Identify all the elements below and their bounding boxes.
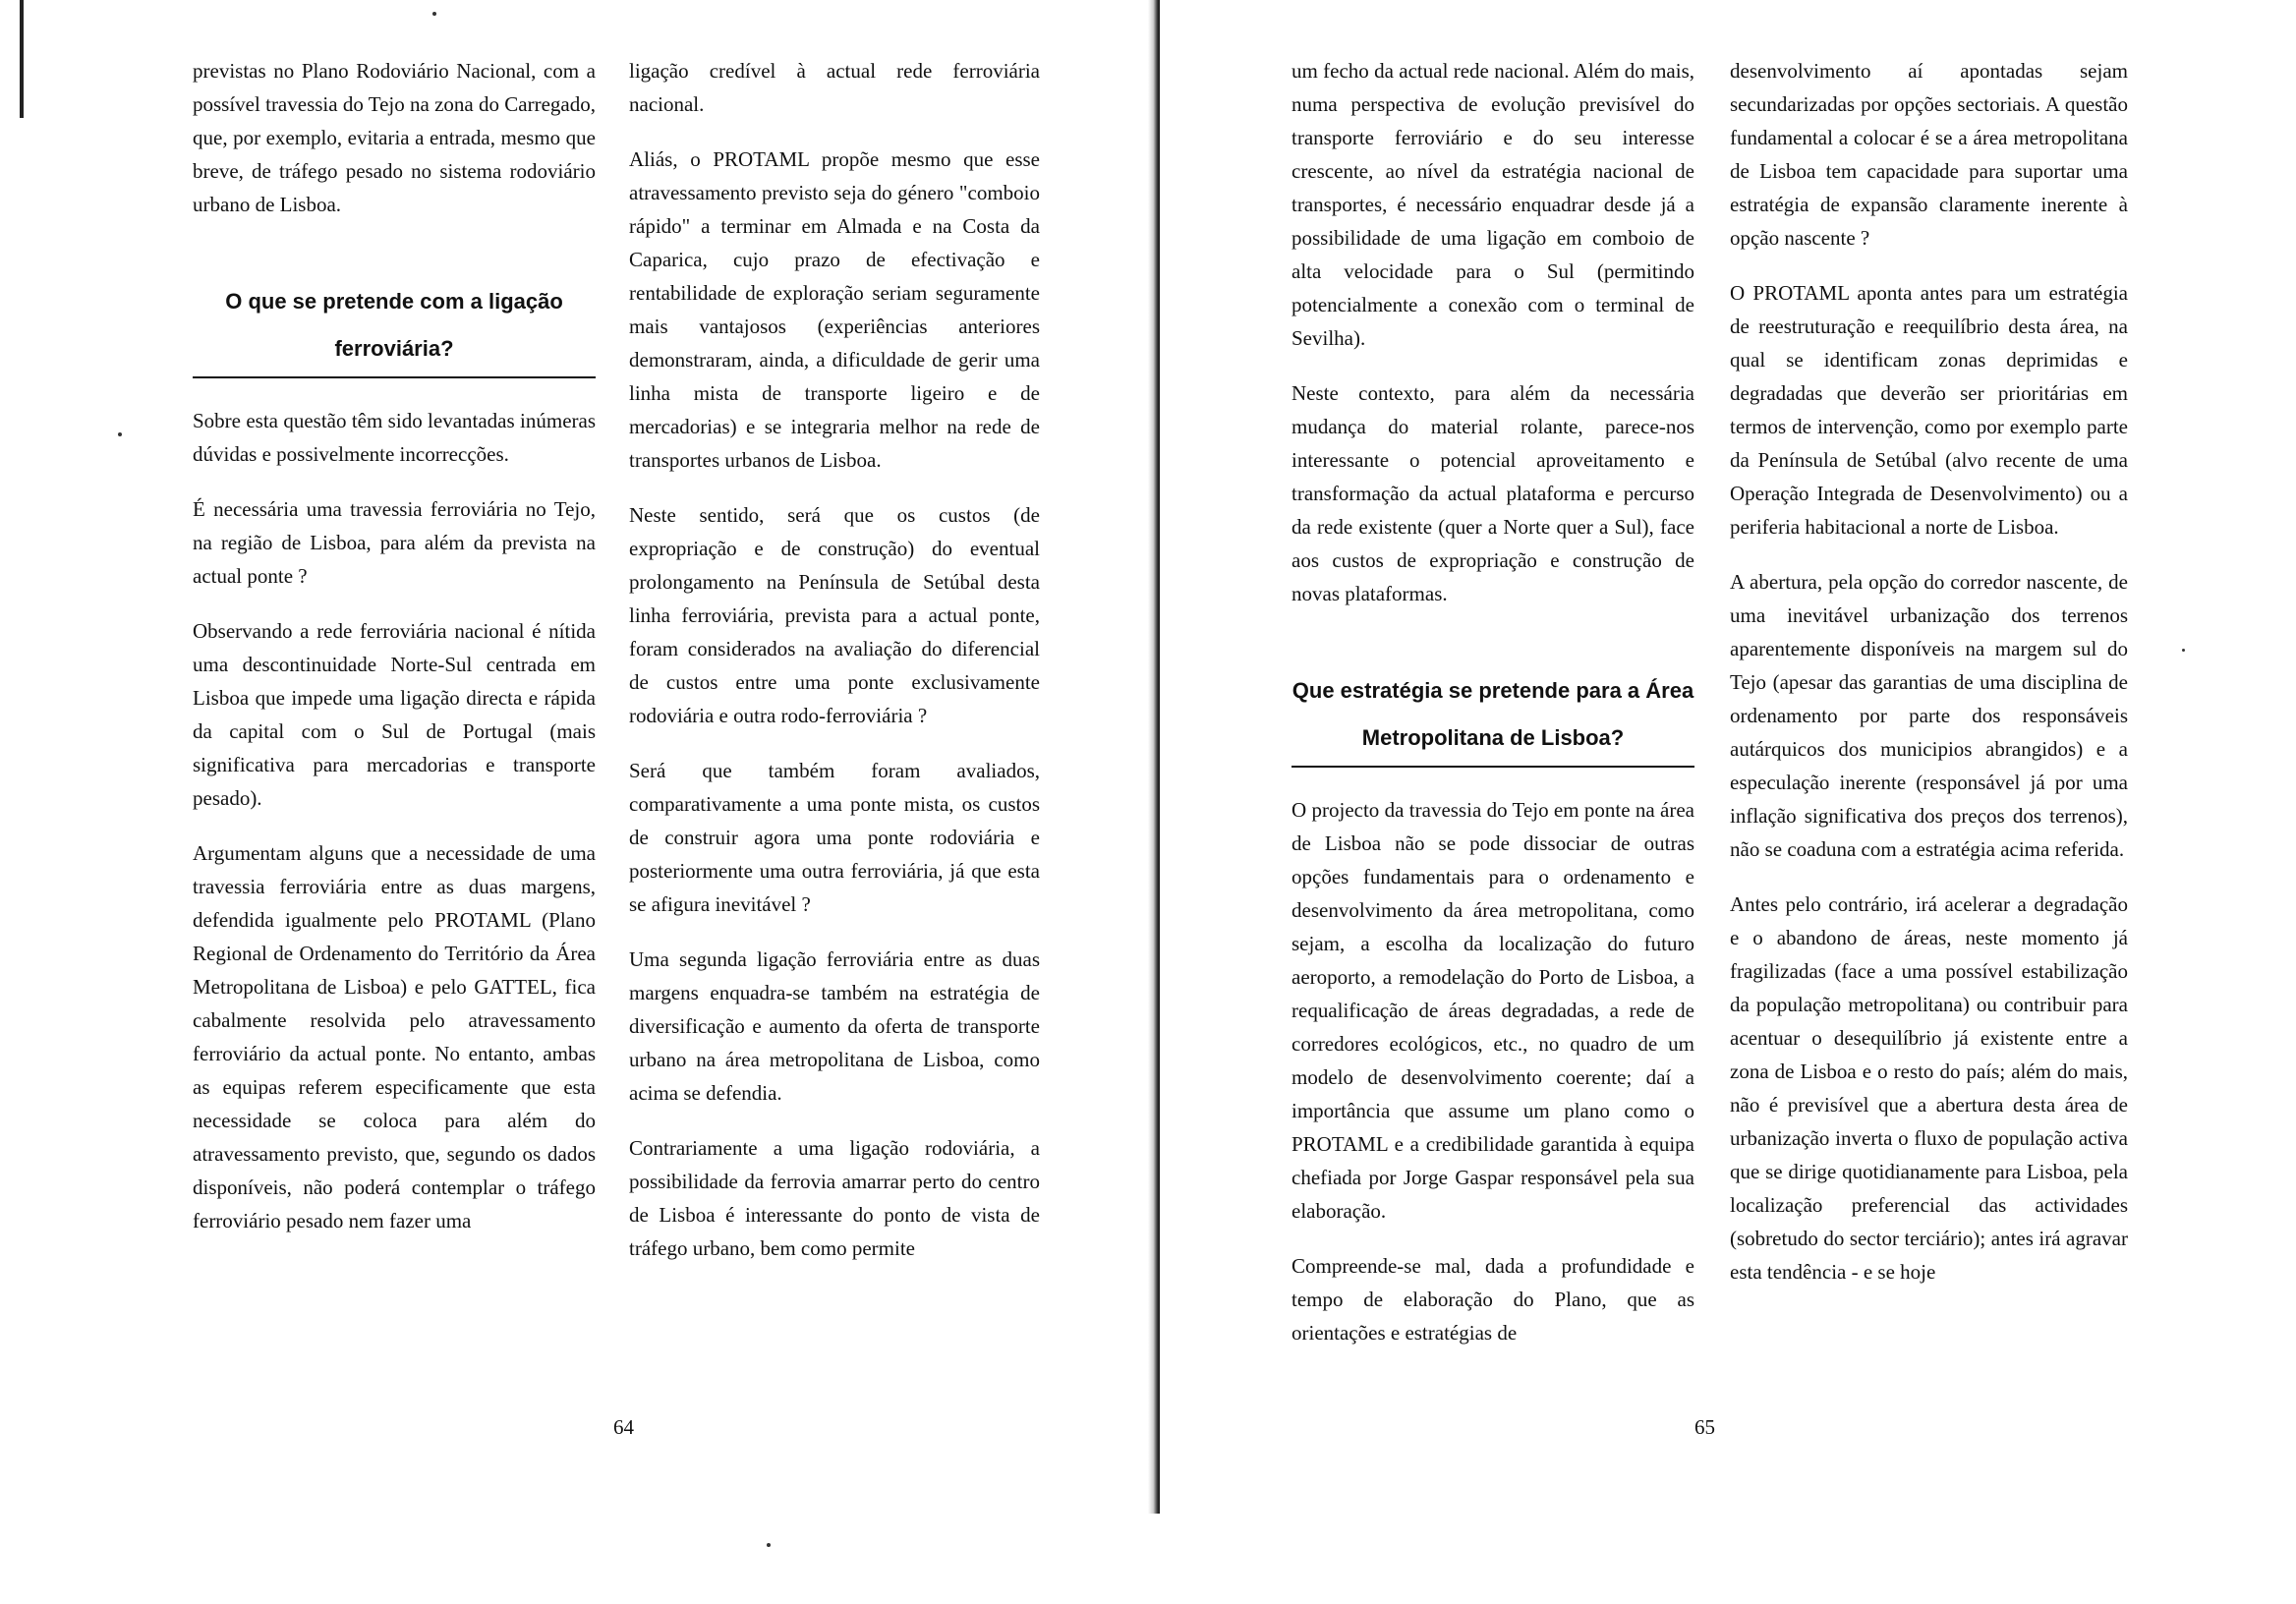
paragraph: Compreende-se mal, dada a profundidade e tempo de elaboração do Plano, que as orientações e estratégias de xyxy=(1292,1254,1694,1345)
paragraph: Observando a rede ferroviária nacional é nítida uma descontinuidade Norte-Sul centrada em Lisboa que impede uma ligação directa e rápida da capital com o Sul de Portugal (mais significativa para mercadorias e transporte pesado). xyxy=(193,619,596,810)
paragraph: Uma segunda ligação ferroviária entre as duas margens enquadra-se também na estratégia de diversificação e aumento da oferta de transporte urbano na área metropolitana de Lisboa, como acima se defendia. xyxy=(629,947,1040,1105)
paragraph: É necessária uma travessia ferroviária no Tejo, na região de Lisboa, para além da prevista na actual ponte ? xyxy=(193,497,596,588)
paragraph: Sobre esta questão têm sido levantadas inúmeras dúvidas e possivelmente incorrecções. xyxy=(193,409,596,466)
paragraph: O projecto da travessia do Tejo em ponte na área de Lisboa não se pode dissociar de outras opções fundamentais para o ordenamento e desenvolvimento da área metropolitana, como sejam, a escolha da localização do futuro aeroporto, a remodelação do Porto de Lisboa, a requalificação de áreas degradadas, a rede de corredores ecológicos, etc., no quadro de um modelo de desenvolvimento coerente; daí a importância que assume um plano como o PROTAML e a credibilidade garantida à equipa chefiada por Jorge Gaspar responsável pela sua elaboração. xyxy=(1292,798,1694,1223)
paragraph: ligação credível à actual rede ferroviária nacional. xyxy=(629,59,1040,116)
paragraph: Será que também foram avaliados, comparativamente a uma ponte mista, os custos de construir agora uma ponte rodoviária e posteriormente uma outra ferroviária, já que esta se afigura inevitável ? xyxy=(629,759,1040,916)
heading-underline xyxy=(193,376,596,378)
section-heading xyxy=(193,278,596,378)
paragraph: Neste contexto, para além da necessária mudança do material rolante, parece-nos interessante o potencial aproveitamento e transformação da actual plataforma e percurso da rede existente (quer a Norte quer a Sul), face aos custos de expropriação e construção de novas plataformas. xyxy=(1292,381,1694,605)
heading-underline xyxy=(1292,766,1694,768)
scan-speck xyxy=(432,12,436,16)
paragraph: Antes pelo contrário, irá acelerar a degradação e o abandono de áreas, neste momento já fragilizadas (face a uma possível estabilização da população metropolitana) ou contribuir para acentuar o desequilíbrio já existente entre a zona de Lisboa e o resto do país; além do mais, não é previsível que a abertura desta área de urbanização inverta o fluxo de população activa que se dirige quotidianamente para Lisboa, pela localização preferencial das actividades (sobretudo do sector terciário); antes irá agravar esta tendência - e se hoje xyxy=(1730,892,2128,1284)
right-column-2 xyxy=(1730,54,2128,1310)
section-heading xyxy=(1292,667,1694,768)
heading-text: Que estratégia se pretende para a Área Metropolitana de Lisboa? xyxy=(1292,678,1694,750)
page-number: 65 xyxy=(1694,1415,1715,1439)
paragraph: O PROTAML aponta antes para um estratégia de reestruturação e reequilíbrio desta área, na qual se identificam zonas deprimidas e degradadas que deverão ser prioritárias em termos de intervenção, como por exemplo parte da Península de Setúbal (alvo recente de uma Operação Integrada de Desenvolvimento) ou a periferia habitacional a norte de Lisboa. xyxy=(1730,281,2128,539)
left-column-2 xyxy=(629,54,1040,1287)
scan-speck xyxy=(118,432,122,436)
paragraph: um fecho da actual rede nacional. Além do mais, numa perspectiva de evolução previsível do transporte ferroviário e do seu interesse crescente, ao nível da estratégia nacional de transportes, é necessário enquadrar desde já a possibilidade de uma ligação em comboio de alta velocidade para o Sul (permitindo potencialmente a conexão com o terminal de Sevilha). xyxy=(1292,59,1694,350)
paragraph: previstas no Plano Rodoviário Nacional, com a possível travessia do Tejo na zona do Carregado, que, por exemplo, evitaria a entrada, mesmo que breve, de tráfego pesado no sistema rodoviário urbano de Lisboa. xyxy=(193,59,596,216)
right-column-1 xyxy=(1292,54,1694,1371)
paragraph: A abertura, pela opção do corredor nascente, de uma inevitável urbanização dos terrenos aparentemente disponíveis na margem sul do Tejo (apesar das garantias de uma disciplina de ordenamento por parte dos responsáveis autárquicos dos municipios abrangidos) e a especulação inerente (responsável já por uma inflação significativa dos preços dos terrenos), não se coaduna com a estratégia acima referida. xyxy=(1730,570,2128,861)
paragraph: Neste sentido, será que os custos (de expropriação e de construção) do eventual prolongamento na Península de Setúbal desta linha ferroviária, prevista para a actual ponte, foram considerados na avaliação do diferencial de custos entre uma ponte exclusivamente rodoviária e outra rodo-ferroviária ? xyxy=(629,503,1040,727)
scan-edge-mark xyxy=(20,0,24,118)
paragraph: Argumentam alguns que a necessidade de uma travessia ferroviária entre as duas margens, defendida igualmente pelo PROTAML (Plano Regional de Ordenamento do Território da Área Metropolitana de Lisboa) e pelo GATTEL, fica cabalmente resolvida pelo atravessamento ferroviário da actual ponte. No entanto, ambas as equipas referem especificamente que esta necessidade se coloca para além do atravessamento previsto, que, segundo os dados disponíveis, não poderá contemplar o tráfego ferroviário pesado nem fazer uma xyxy=(193,841,596,1232)
scan-speck xyxy=(767,1543,771,1547)
left-column-1 xyxy=(193,54,596,1259)
page-number: 64 xyxy=(613,1415,634,1439)
paragraph: Aliás, o PROTAML propõe mesmo que esse atravessamento previsto seja do género "comboio rápido" a terminar em Almada e na Costa da Caparica, cujo prazo de efectivação e rentabilidade de exploração seriam seguramente mais vantajosos (experiências anteriores demonstraram, ainda, a dificuldade de gerir uma linha mista de transporte ligeiro e de mercadorias) e se integraria melhor na rede de transportes urbanos de Lisboa. xyxy=(629,147,1040,472)
paragraph: Contrariamente a uma ligação rodoviária, a possibilidade da ferrovia amarrar perto do centro de Lisboa é interessante do ponto de vista de tráfego urbano, bem como permite xyxy=(629,1136,1040,1260)
scan-speck xyxy=(2182,649,2185,652)
heading-text: O que se pretende com a ligação ferroviária? xyxy=(225,289,563,361)
paragraph: desenvolvimento aí apontadas sejam secundarizadas por opções sectoriais. A questão fundamental a colocar é se a área metropolitana de Lisboa tem capacidade para suportar uma estratégia de expansão claramente inerente à opção nascente ? xyxy=(1730,59,2128,250)
